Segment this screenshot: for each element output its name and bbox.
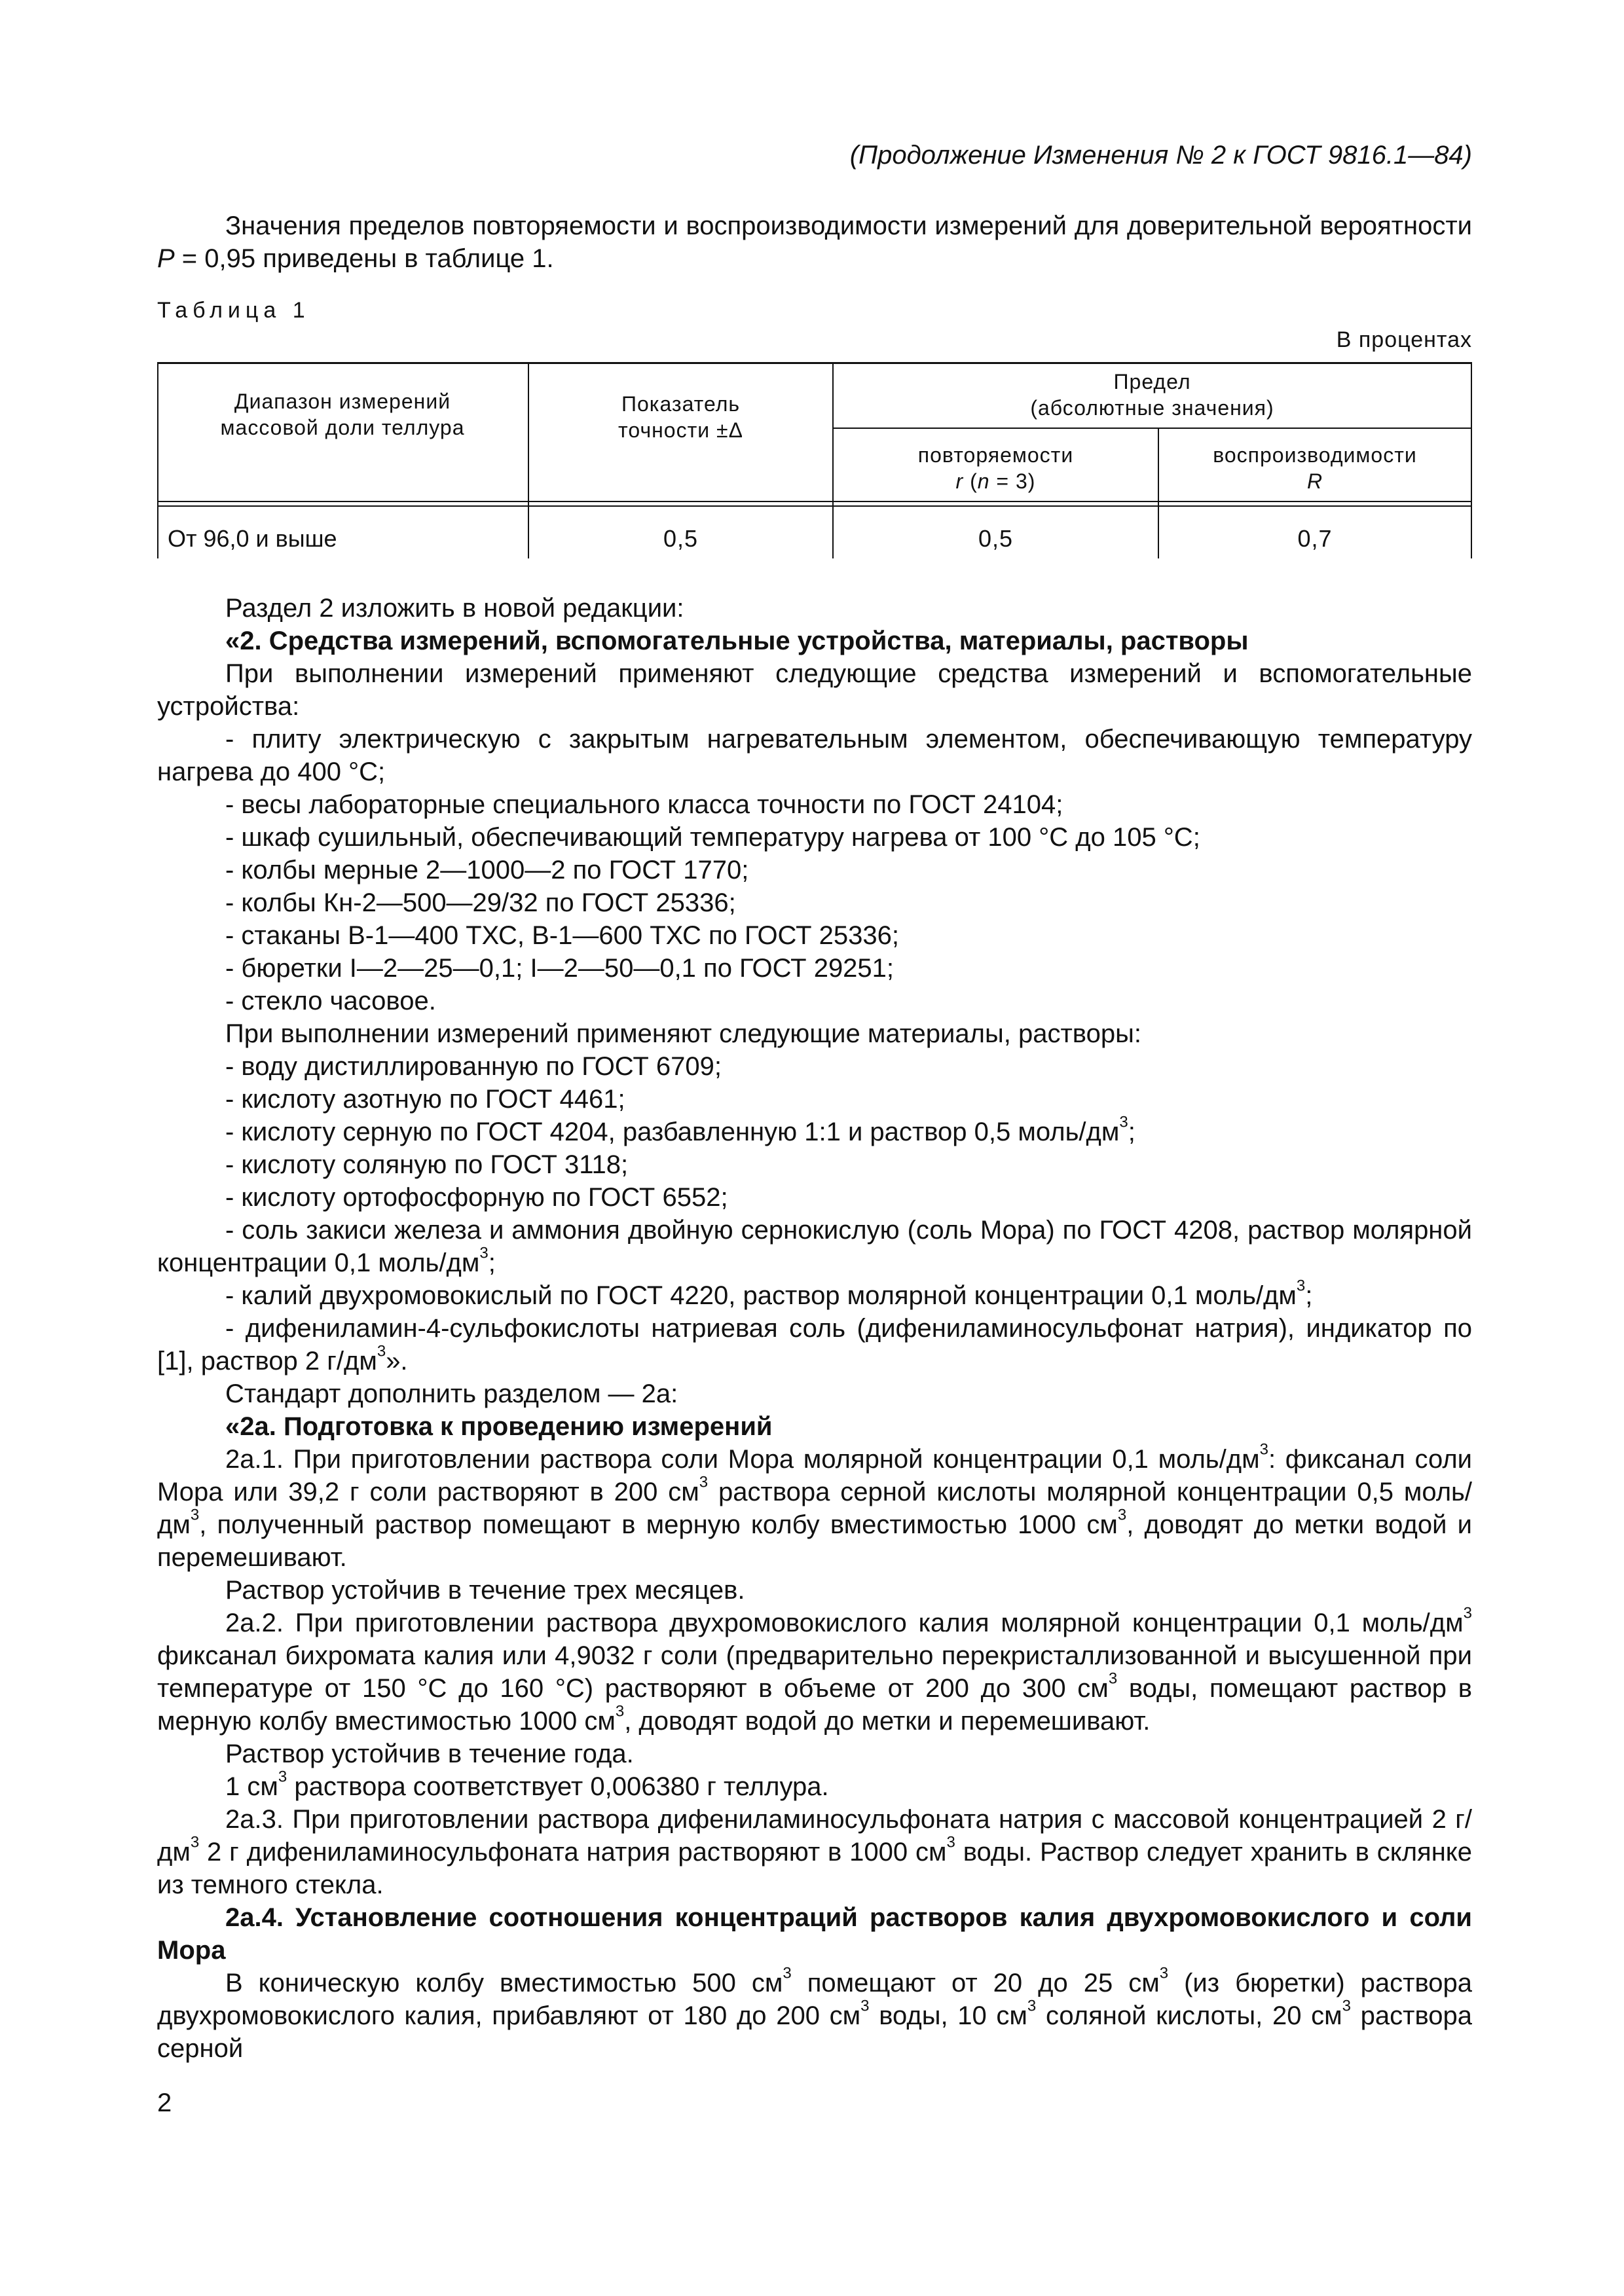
- list-item: - плиту электрическую с закрытым нагревательным элементом, обеспечивающую температуру нагрева до 400 °С;: [157, 725, 1472, 786]
- table-cell-repeatability: 0,5: [978, 525, 1014, 552]
- header-measurement-range: Диапазон измерений массовой доли теллура: [220, 390, 465, 439]
- table-header-divider-double: [157, 505, 1472, 507]
- section-heading-2a: «2а. Подготовка к проведению измерений: [225, 1412, 773, 1441]
- list-item: - калий двухромовокислый по ГОСТ 4220, раствор молярной концентрации 0,1 моль/$дм^3$;: [225, 1277, 1313, 1310]
- page-number: 2: [157, 2088, 172, 2117]
- table-group-divider: [832, 428, 1472, 429]
- list-item: - дифениламин-4-сульфокислоты натриевая соль (дифениламиносульфонат натрия), индикатор по [1], раствор 2 $г/дм^3$».: [157, 1314, 1472, 1376]
- paragraph: 2а.3. При приготовлении раствора дифениламиносульфоната натрия с массовой концентрацией 2 $г/дм^3$ 2 г дифениламиносульфоната натрия растворяют в 1000 $см^3$ воды. Раствор следует хранить в склянке из темного стекла.: [157, 1805, 1472, 1899]
- document-body: [157, 592, 1472, 2065]
- list-item: - весы лабораторные специального класса точности по ГОСТ 24104;: [225, 790, 1063, 819]
- table-header-divider: [157, 501, 1472, 502]
- section-heading-2: «2. Средства измерений, вспомогательные устройства, материалы, растворы: [225, 627, 1249, 655]
- section-heading-2a4: 2а.4. Установление соотношения концентраций растворов калия двухромовокислого и соли Мора: [157, 1903, 1472, 1965]
- continuation-header: (Продолжение Изменения № 2 к ГОСТ 9816.1—84): [849, 141, 1472, 170]
- paragraph: Стандарт дополнить разделом — 2а:: [225, 1379, 678, 1408]
- paragraph: 1 $см^3$ раствора соответствует 0,006380 г теллура.: [225, 1768, 829, 1801]
- header-reproducibility: воспроизводимости R: [1213, 443, 1417, 493]
- paragraph: Раздел 2 изложить в новой редакции:: [225, 594, 684, 623]
- list-item: - шкаф сушильный, обеспечивающий температуру нагрева от 100 °С до 105 °С;: [225, 823, 1200, 852]
- list-item: - колбы Кн-2—500—29/32 по ГОСТ 25336;: [225, 888, 736, 917]
- header-repeatability: повторяемости r (n = 3): [917, 443, 1074, 493]
- list-item: - стаканы В-1—400 ТХС, В-1—600 ТХС по ГОСТ 25336;: [225, 921, 900, 950]
- list-item: - кислоту азотную по ГОСТ 4461;: [225, 1085, 625, 1114]
- list-item: - стекло часовое.: [225, 987, 436, 1015]
- list-item: - бюретки I—2—25—0,1; I—2—50—0,1 по ГОСТ 29251;: [225, 954, 895, 983]
- header-limit-group: Предел (абсолютные значения): [1030, 370, 1274, 420]
- list-item: - кислоту серную по ГОСТ 4204, разбавленную 1:1 и раствор 0,5 моль/$дм^3$;: [225, 1113, 1135, 1146]
- table-right-border: [1471, 362, 1472, 558]
- list-item: - соль закиси железа и аммония двойную сернокислую (соль Мора) по ГОСТ 4208, раствор молярной концентрации 0,1 моль/$дм^3$;: [157, 1216, 1472, 1277]
- paragraph: 2а.2. При приготовлении раствора двухромовокислого калия молярной концентрации 0,1 моль/$дм^3$ фиксанал бихромата калия или 4,9032 г соли (предварительно перекристаллизованной и высушенной при температуре от 150 °С до 160 °С) растворяют в объеме от 200 до 300 $см^3$ воды, помещают раствор в мерную колбу вместимостью 1000 $см^3$, доводят водой до метки и перемешивают.: [157, 1604, 1472, 1736]
- paragraph: При выполнении измерений применяют следующие средства измерений и вспомогательные устройства:: [157, 659, 1472, 721]
- paragraph: 2а.1. При приготовлении раствора соли Мора молярной концентрации 0,1 моль/$дм^3$: фиксанал соли Мора или 39,2 г соли растворяют в 200 $см^3$ раствора серной кислоты молярной концентрации 0,5 моль/$дм^3$, полученный раствор помещают в мерную колбу вместимостью 1000 $см^3$, доводят до метки водой и перемешивают.: [157, 1440, 1473, 1572]
- paragraph: Раствор устойчив в течение трех месяцев.: [225, 1576, 745, 1605]
- paragraph: Раствор устойчив в течение года.: [225, 1740, 634, 1768]
- data-table: [157, 362, 1472, 558]
- list-item: - кислоту ортофосфорную по ГОСТ 6552;: [225, 1183, 728, 1212]
- paragraph: В коническую колбу вместимостью 500 $см^3$ помещают от 20 до 25 $см^3$ (из бюретки) раствора двухромовокислого калия, прибавляют от 180 до 200 $см^3$ воды, 10 $см^3$ соляной кислоты, 20 $см^3$ раствора серной: [157, 1964, 1473, 2063]
- list-item: - кислоту соляную по ГОСТ 3118;: [225, 1150, 629, 1179]
- intro-paragraph: Значения пределов повторяемости и воспроизводимости измерений для доверительной вероятности P = 0,95 приведены в таблице 1.: [157, 211, 1472, 273]
- table-unit: В процентах: [1336, 327, 1472, 352]
- table-caption: Таблица 1: [157, 298, 310, 323]
- table-top-border: [157, 362, 1472, 364]
- header-accuracy: Показатель точности ±Δ: [618, 392, 743, 442]
- paragraph: При выполнении измерений применяют следующие материалы, растворы:: [225, 1019, 1141, 1048]
- table-cell-accuracy: 0,5: [663, 525, 699, 552]
- probability-symbol: P: [157, 244, 175, 273]
- table-cell-range: От 96,0 и выше: [168, 525, 337, 552]
- table-cell-reproducibility: 0,7: [1297, 525, 1333, 552]
- list-item: - воду дистиллированную по ГОСТ 6709;: [225, 1052, 722, 1081]
- list-item: - колбы мерные 2—1000—2 по ГОСТ 1770;: [225, 856, 749, 884]
